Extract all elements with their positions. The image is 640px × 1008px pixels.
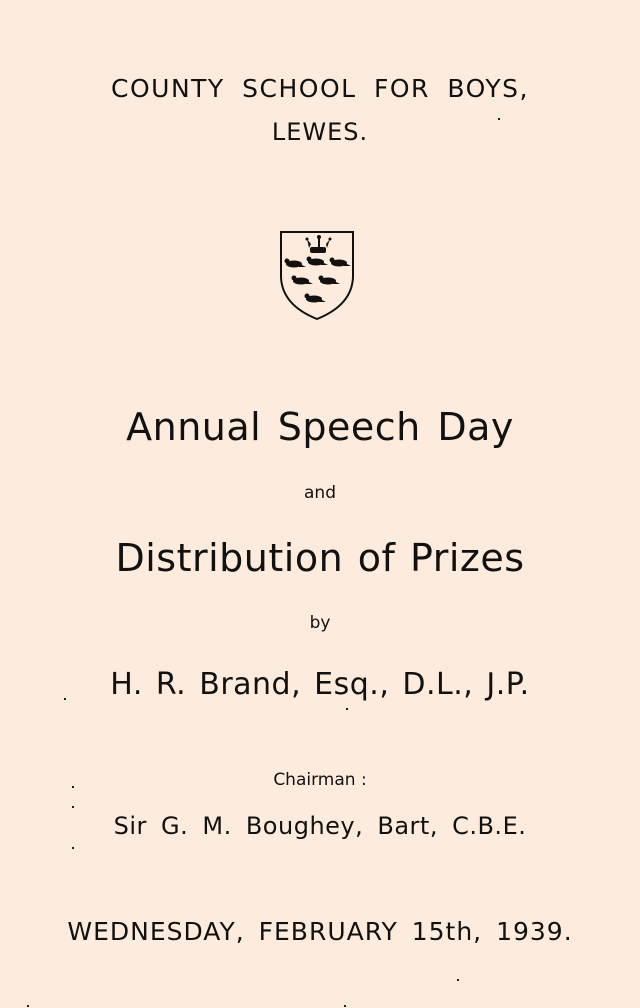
school-town: LEWES. [271,118,369,146]
scan-speck [344,1005,346,1007]
event-title-annual-speech-day: Annual Speech Day [126,405,514,449]
chairman-name: Sir G. M. Boughey, Bart, C.B.E. [113,812,527,840]
scan-speck [72,786,74,788]
scan-speck [27,1005,29,1007]
school-name: COUNTY SCHOOL FOR BOYS, [111,74,529,103]
by-label: by [309,613,331,633]
scan-speck [346,708,348,710]
scan-speck [64,698,66,700]
event-title-distribution-of-prizes: Distribution of Prizes [115,536,525,580]
event-date: WEDNESDAY, FEBRUARY 15th, 1939. [67,917,573,946]
scan-speck [498,118,500,120]
scan-speck [457,979,459,981]
scan-speck [72,806,74,808]
presenter-name: H. R. Brand, Esq., D.L., J.P. [110,667,530,702]
conjunction-and: and [304,483,336,503]
chairman-label: Chairman : [273,770,367,790]
shield-crest-icon [278,229,356,321]
scan-speck [72,847,74,849]
